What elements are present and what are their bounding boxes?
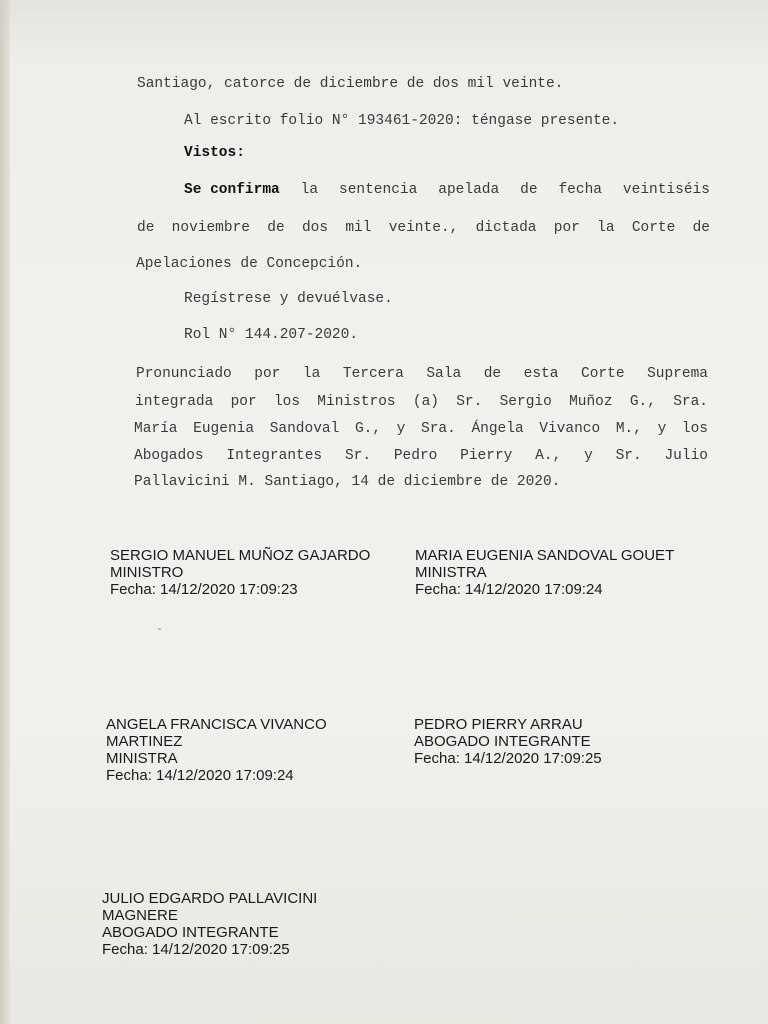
signature-date: Fecha: 14/12/2020 17:09:25 [102,941,290,958]
pronunciado-line-3 [134,421,708,437]
pronunciado-line-2 [135,394,708,410]
word: Eugenia [193,421,255,437]
signer-name-cont: MAGNERE [102,907,178,924]
signature-date: Fecha: 14/12/2020 17:09:23 [110,581,298,598]
word: Corte [581,366,625,382]
word: la [302,366,321,382]
word: Corte [631,220,676,236]
signer-role: MINISTRA [415,564,487,581]
word: apelada [438,182,500,198]
signer-name-cont: MARTINEZ [106,733,183,750]
word: sentencia [339,182,418,198]
word: veinte., [388,220,459,236]
word: Pedro [393,448,438,464]
word: Ministros [317,394,396,410]
word: Integrantes [226,448,323,464]
word: y [396,421,406,437]
signature-date: Fecha: 14/12/2020 17:09:25 [414,750,602,767]
escrito-line: Al escrito folio N° 193461-2020: téngase presente. [184,113,620,129]
word: Vivanco [539,421,601,437]
word: dos [301,220,329,236]
paper-edge-shadow [0,0,10,1024]
word: de [692,220,710,236]
word: por [553,220,580,236]
word: Sergio [499,394,552,410]
pronunciado-line-4 [134,448,708,464]
word: por [230,394,257,410]
word: la [300,182,319,198]
word: A., [535,448,562,464]
word: de [137,220,155,236]
word: Sr. [344,448,372,464]
signature-block-munoz [110,547,370,598]
word: Sala [426,366,462,382]
pronunciado-line-5: Pallavicini M. Santiago, 14 de diciembre de 2020. [134,474,561,490]
word: Pierry [460,448,513,464]
word: y [657,421,667,437]
word: mil [345,220,372,236]
word: Sra. [673,394,708,410]
signer-role: MINISTRO [110,564,184,581]
rol-line: Rol N° 144.207-2020. [184,327,359,343]
word: integrada [135,394,214,410]
signer-name: PEDRO PIERRY ARRAU [414,716,583,733]
word: de [520,182,538,198]
word: dictada [475,220,537,236]
signature-block-pierry [414,716,602,767]
word: (a) [412,394,439,410]
signature-block-pallavicini [102,890,317,958]
confirma-line-1 [184,182,710,198]
city-date-line: Santiago, catorce de diciembre de dos mil veinte. [137,76,564,92]
word: la [597,220,615,236]
word: Pronunciado [136,366,232,382]
word: M., [615,421,642,437]
vistos-heading: Vistos: [184,145,245,161]
signature-block-sandoval [415,547,674,598]
word: Suprema [647,366,708,382]
word: veintiséis [622,182,710,198]
registrese-line: Regístrese y devuélvase. [184,291,393,307]
word: los [681,421,708,437]
word: y [584,448,593,464]
word: de [483,366,502,382]
word: Sandoval [269,421,340,437]
word: los [273,394,301,410]
pronunciado-line-1 [136,366,708,382]
signature-date: Fecha: 14/12/2020 17:09:24 [415,581,603,598]
signer-name: MARIA EUGENIA SANDOVAL GOUET [415,547,675,564]
word: María [134,421,178,437]
word: Muñoz [569,394,613,410]
word: Julio [664,448,708,464]
word: Sr. [456,394,483,410]
word: fecha [558,182,602,198]
word: Sr. [615,448,642,464]
signer-name: SERGIO MANUEL MUÑOZ GAJARDO [110,547,371,564]
confirma-line-2 [137,220,710,236]
word: esta [523,366,559,382]
top-shadow [0,0,768,60]
signer-role: MINISTRA [106,750,178,767]
signature-date: Fecha: 14/12/2020 17:09:24 [106,767,294,784]
word: G., [629,394,656,410]
signer-role: ABOGADO INTEGRANTE [414,733,591,750]
word: de [267,220,285,236]
signer-name: JULIO EDGARDO PALLAVICINI [102,890,318,907]
signature-block-vivanco [106,716,327,784]
paper-speck [158,628,161,630]
word: G., [354,421,382,437]
confirma-bold: Se confirma [184,182,280,198]
signer-role: ABOGADO INTEGRANTE [102,924,279,941]
word: Ángela [471,421,524,437]
word: noviembre [171,220,250,236]
word: Tercera [342,366,404,382]
word: Abogados [134,448,204,464]
confirma-line-3: Apelaciones de Concepción. [136,256,363,272]
word: Sra. [421,421,456,437]
word: por [254,366,281,382]
signer-name: ANGELA FRANCISCA VIVANCO [106,716,327,733]
